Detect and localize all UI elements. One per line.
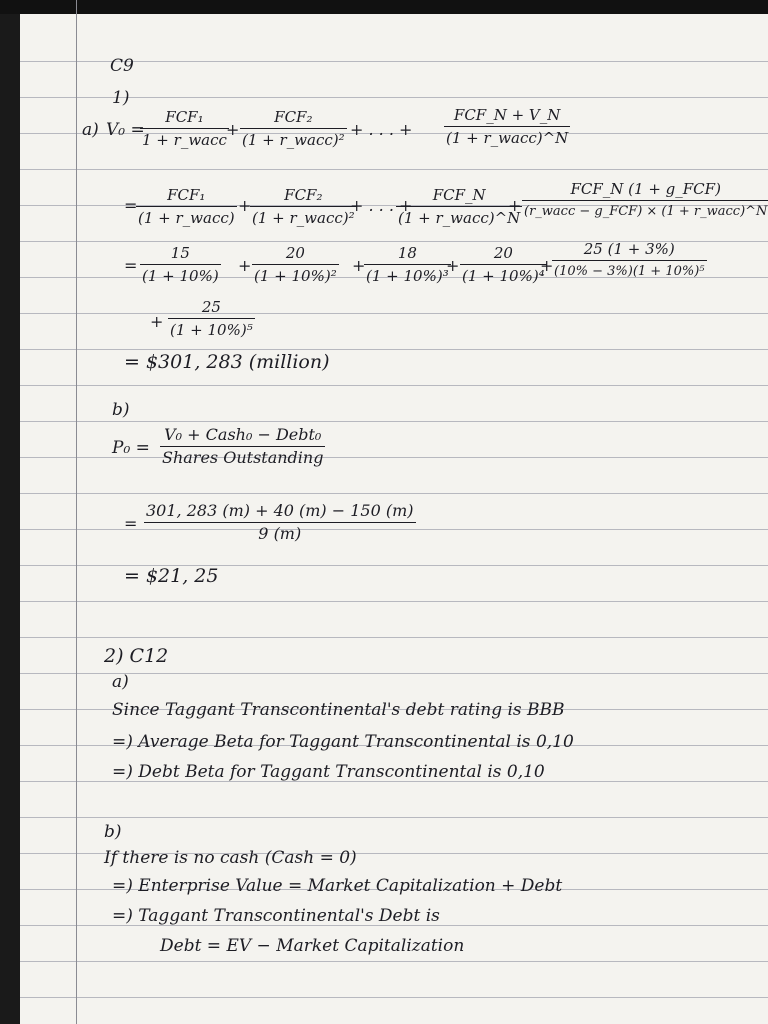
fraction-denominator: (1 + 10%)⁵ (170, 321, 253, 339)
q2b-line-2: =) Enterprise Value = Market Capitalization + Debt (112, 876, 563, 896)
terminal-value-fraction (522, 180, 768, 221)
fraction-denominator: (1 + r_wacc)² (252, 209, 355, 227)
fraction-numerator: FCF_N (396, 186, 522, 207)
plus-sign: + (446, 256, 460, 275)
q2-part-a-label: a) (112, 672, 129, 692)
fraction-numerator: 18 (364, 244, 451, 265)
pv-year5-fraction (168, 298, 255, 339)
question-1-number: 1) (112, 88, 130, 108)
part-a-result: = $301, 283 (million) (124, 351, 330, 373)
fraction-numerator: 25 (168, 298, 255, 319)
pv-year3-fraction (364, 244, 451, 285)
ellipsis: + . . . + (350, 196, 413, 215)
ellipsis: + . . . + (350, 120, 413, 139)
fraction-denominator: (1 + 10%)⁴ (462, 267, 545, 285)
q2a-line-2: =) Average Beta for Taggant Transcontinental is 0,10 (112, 732, 574, 752)
fraction-numerator: V₀ + Cash₀ − Debt₀ (160, 426, 325, 447)
fraction-numerator: 20 (460, 244, 547, 265)
fraction-numerator: FCF₂ (250, 186, 357, 207)
expanded-fcf2-fraction (250, 186, 357, 227)
plus-sign: + (150, 312, 164, 331)
q2a-line-1: Since Taggant Transcontinental's debt rating is BBB (112, 700, 565, 720)
fraction-numerator: 20 (252, 244, 339, 265)
fraction-denominator: (1 + r_wacc)^N (446, 129, 569, 147)
fraction-denominator: (1 + r_wacc)^N (398, 209, 521, 227)
formula-fcf1-fraction (140, 108, 229, 149)
expanded-fcf1-fraction (136, 186, 237, 227)
expanded-fcfn-fraction (396, 186, 522, 227)
q2a-line-3: =) Debt Beta for Taggant Transcontinental is 0,10 (112, 762, 545, 782)
pv-year2-fraction (252, 244, 339, 285)
part-b-label: b) (112, 400, 130, 420)
fraction-denominator: (r_wacc − g_FCF) × (1 + r_wacc)^N (524, 204, 768, 219)
part-a-label: a) (82, 120, 99, 140)
fraction-denominator: (1 + 10%)³ (366, 267, 449, 285)
formula-fcf2-fraction (240, 108, 347, 149)
fraction-denominator: (10% − 3%)(1 + 10%)⁵ (554, 264, 705, 279)
fraction-denominator: Shares Outstanding (162, 448, 324, 467)
plus-sign: + (238, 256, 252, 275)
plus-sign: + (226, 120, 240, 139)
share-price-values-fraction (144, 502, 416, 543)
part-b-result: = $21, 25 (124, 565, 219, 587)
q2b-line-3: =) Taggant Transcontinental's Debt is (112, 906, 440, 926)
top-edge-shadow (0, 0, 768, 14)
formula-fcfn-fraction (444, 106, 570, 147)
equals-sign: = (124, 514, 138, 533)
fraction-denominator: (1 + r_wacc)² (242, 131, 345, 149)
v0-lhs: V₀ = (106, 120, 145, 140)
fraction-numerator: FCF_N + V_N (444, 106, 570, 127)
section-header: C9 (110, 56, 134, 76)
fraction-denominator: 1 + r_wacc (142, 131, 227, 149)
plus-sign: + (540, 256, 554, 275)
pv-year1-fraction (140, 244, 221, 285)
equals-sign: = (124, 256, 138, 275)
plus-sign: + (352, 256, 366, 275)
share-price-formula-fraction (160, 426, 325, 467)
margin-line (76, 0, 77, 1024)
fraction-numerator: FCF_N (1 + g_FCF) (522, 180, 768, 201)
pv-year4-fraction (460, 244, 547, 285)
p0-lhs: P₀ = (112, 438, 150, 458)
fraction-denominator: (1 + 10%) (142, 267, 219, 285)
fraction-numerator: FCF₂ (240, 108, 347, 129)
fraction-denominator: (1 + 10%)² (254, 267, 337, 285)
q2-part-b-label: b) (104, 822, 122, 842)
plus-sign: + (238, 196, 252, 215)
fraction-numerator: FCF₁ (140, 108, 229, 129)
q2b-line-1: If there is no cash (Cash = 0) (104, 848, 357, 868)
equals-sign: = (124, 196, 138, 215)
fraction-numerator: 15 (140, 244, 221, 265)
question-2-number: 2) C12 (104, 645, 169, 667)
fraction-denominator: 9 (m) (258, 524, 302, 543)
q2b-line-4: Debt = EV − Market Capitalization (160, 936, 465, 956)
plus-sign: + (508, 196, 522, 215)
fraction-numerator: 301, 283 (m) + 40 (m) − 150 (m) (144, 502, 416, 523)
pv-terminal-fraction (552, 240, 707, 281)
fraction-denominator: (1 + r_wacc) (138, 209, 235, 227)
fraction-numerator: 25 (1 + 3%) (552, 240, 707, 261)
fraction-numerator: FCF₁ (136, 186, 237, 207)
